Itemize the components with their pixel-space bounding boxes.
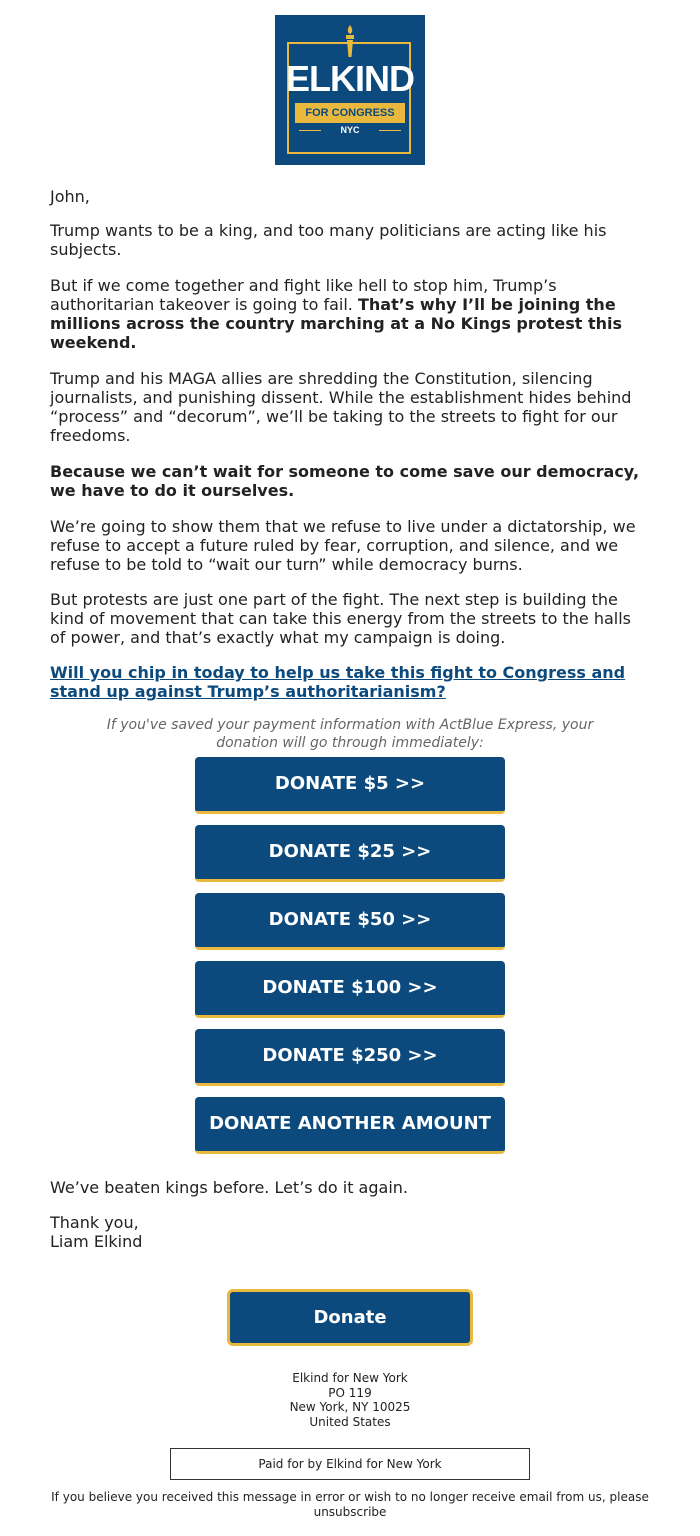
donate-250-button[interactable]: DONATE $250 >> — [195, 1029, 505, 1086]
donate-cta-link[interactable]: Will you chip in today to help us take this fight to Congress and stand up against Trump’s authoritarianism? — [50, 663, 626, 701]
campaign-logo — [275, 15, 425, 165]
paragraph-5: We’re going to show them that we refuse to live under a dictatorship, we refuse to accept a future ruled by fear, corruption, and silence, and we refuse to be told to “wait our turn” while democracy burns. — [50, 517, 636, 574]
thanks-line: Thank you, — [50, 1213, 139, 1232]
paragraph-2 — [50, 276, 648, 352]
address-city: New York, NY 10025 — [289, 1400, 411, 1414]
mailing-address — [200, 1371, 500, 1429]
paragraph-4: Because we can’t wait for someone to come save our democracy, we have to do it ourselves. — [50, 462, 640, 500]
paragraph-1: Trump wants to be a king, and too many politicians are acting like his subjects. — [50, 221, 607, 259]
paragraph-2-text: But if we come together and fight like hell to stop him, Trump’s authoritarian takeover is going to fail. — [50, 276, 557, 314]
logo-name: ELKIND — [286, 58, 414, 99]
unsubscribe-notice[interactable]: If you believe you received this message in error or wish to no longer receive email from us, please unsubscribe — [51, 1490, 649, 1519]
donate-100-button[interactable]: DONATE $100 >> — [195, 961, 505, 1018]
donate-button[interactable]: Donate — [227, 1289, 473, 1346]
closing-line: We’ve beaten kings before. Let’s do it again. — [50, 1178, 408, 1197]
greeting: John, — [50, 187, 90, 206]
logo-divider-left — [299, 130, 321, 131]
donate-50-button[interactable]: DONATE $50 >> — [195, 893, 505, 950]
address-country: United States — [309, 1414, 391, 1429]
actblue-note: If you've saved your payment information with ActBlue Express, your donation will go through immediately: — [106, 717, 594, 751]
paragraph-3: Trump and his MAGA allies are shredding the Constitution, silencing journalists, and punishing dissent. While the establishment hides behind “process” and “decorum”, we’ll be taking to the streets to fight for our freedoms. — [50, 369, 632, 445]
paragraph-6: But protests are just one part of the fight. The next step is building the kind of movement that can take this energy from the streets to the halls of power, and that’s exactly what my campaign is doing. — [50, 590, 631, 647]
address-org: Elkind for New York — [292, 1371, 408, 1385]
paragraph-2-bold: That’s why I’ll be joining the millions across the country marching at a No Kings protest this weekend. — [50, 295, 623, 352]
signature: Liam Elkind — [50, 1232, 143, 1251]
logo-divider-right — [379, 130, 401, 131]
donate-other-amount-button[interactable]: DONATE ANOTHER AMOUNT — [195, 1097, 505, 1154]
logo-sub: NYC — [340, 125, 360, 135]
donate-25-button[interactable]: DONATE $25 >> — [195, 825, 505, 882]
donate-5-button[interactable]: DONATE $5 >> — [195, 757, 505, 814]
paid-for-disclaimer: Paid for by Elkind for New York — [170, 1448, 530, 1480]
address-po: PO 119 — [328, 1385, 372, 1400]
logo-band: FOR CONGRESS — [295, 103, 405, 123]
